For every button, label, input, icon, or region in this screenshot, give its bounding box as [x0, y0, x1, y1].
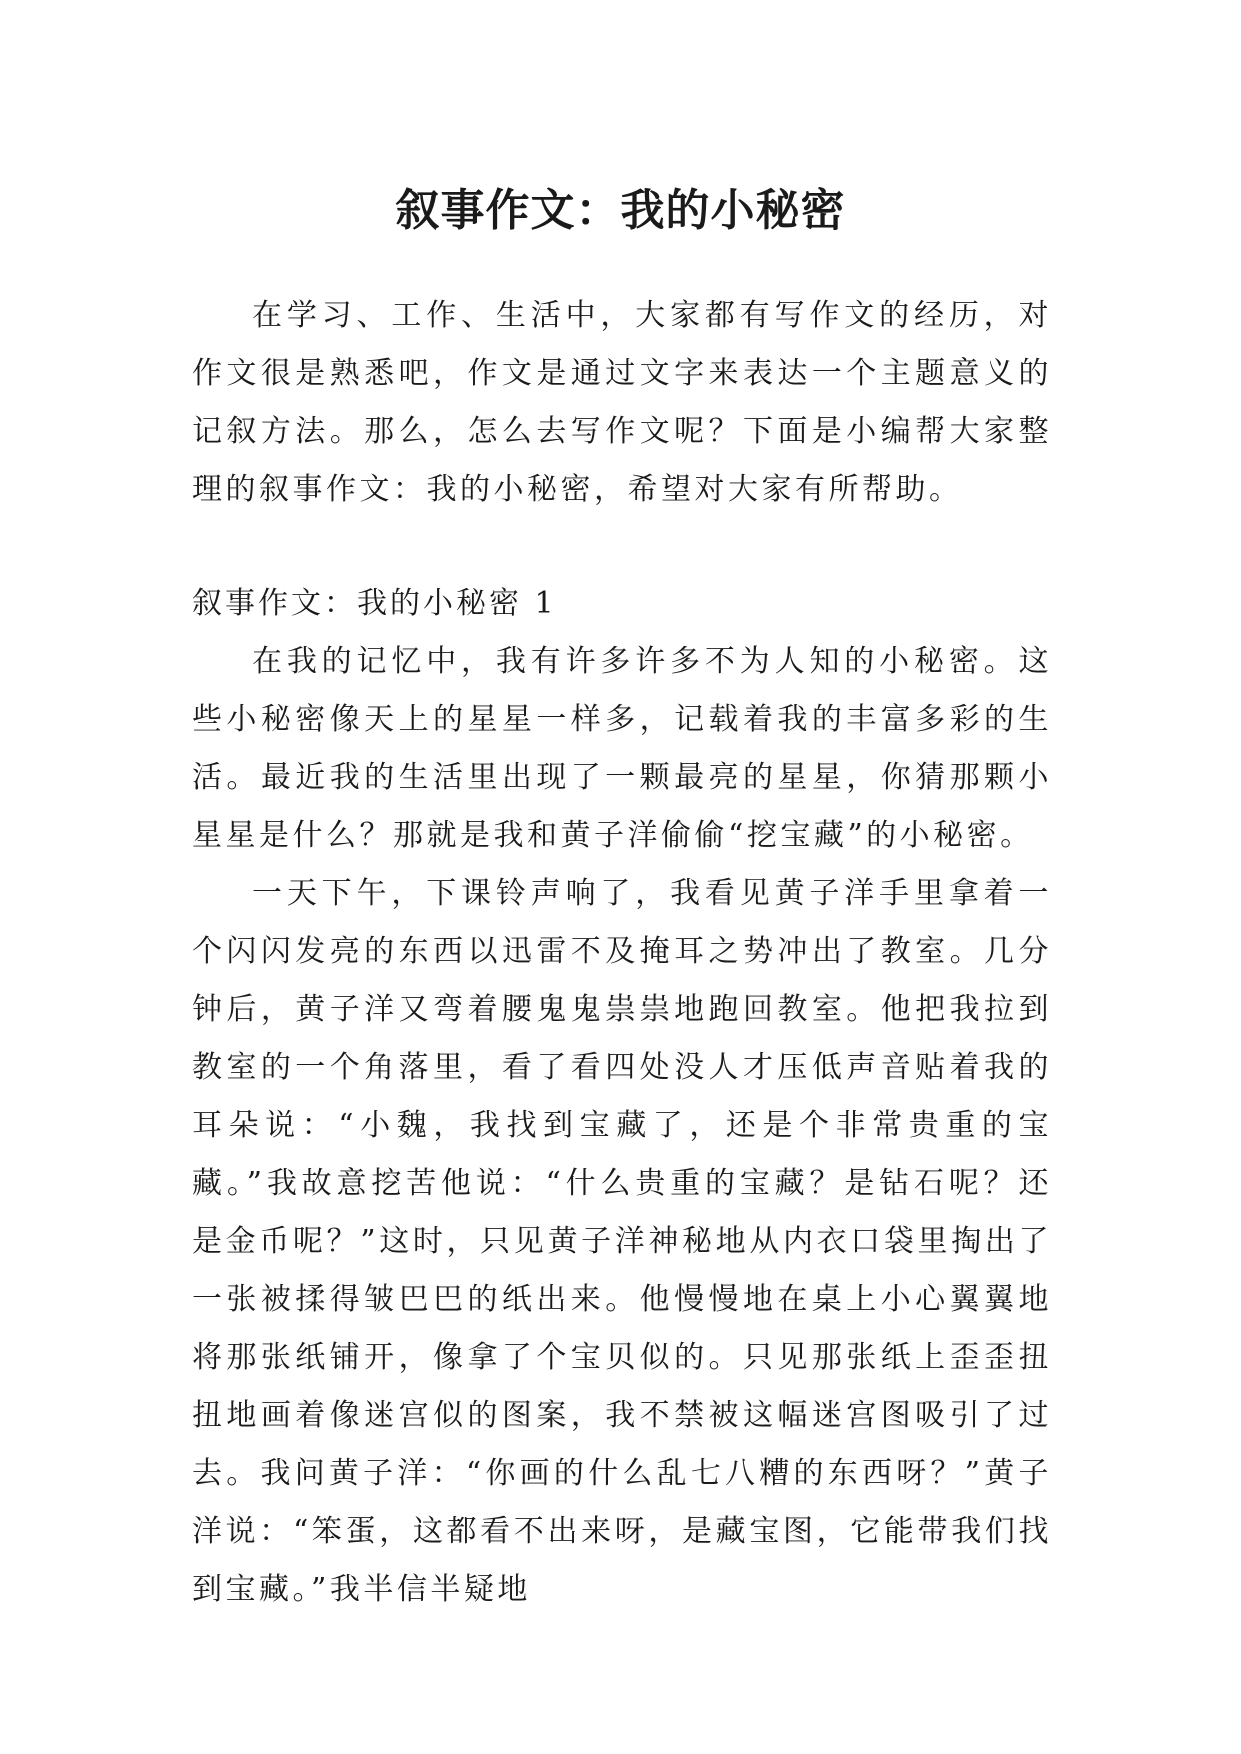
document-title: 叙事作文：我的小秘密	[395, 185, 846, 237]
document-body	[192, 287, 1052, 1619]
section-heading: 叙事作文：我的小秘密 1	[192, 586, 557, 621]
body-paragraph-1: 在我的记忆中，我有许多许多不为人知的小秘密。这些小秘密像天上的星星一样多，记载着我的丰富多彩的生活。最近我的生活里出现了一颗最亮的星星，你猜那颗小星星是什么？那就是我和黄子洋偷偷“挖宝藏”的小秘密。	[192, 644, 1052, 853]
intro-paragraph: 在学习、工作、生活中，大家都有写作文的经历，对作文很是熟悉吧，作文是通过文字来表达一个主题意义的记叙方法。那么，怎么去写作文呢？下面是小编帮大家整理的叙事作文：我的小秘密，希望对大家有所帮助。	[192, 298, 1052, 507]
body-paragraph-2: 一天下午，下课铃声响了，我看见黄子洋手里拿着一个闪闪发亮的东西以迅雷不及掩耳之势冲出了教室。几分钟后，黄子洋又弯着腰鬼鬼祟祟地跑回教室。他把我拉到教室的一个角落里，看了看四处没人才压低声音贴着我的耳朵说：“小魏，我找到宝藏了，还是个非常贵重的宝藏。”我故意挖苦他说：“什么贵重的宝藏？是钻石呢？还是金币呢？”这时，只见黄子洋神秘地从内衣口袋里掏出了一张被揉得皱巴巴的纸出来。他慢慢地在桌上小心翼翼地将那张纸铺开，像拿了个宝贝似的。只见那张纸上歪歪扭扭地画着像迷宫似的图案，我不禁被这幅迷宫图吸引了过去。我问黄子洋：“你画的什么乱七八糟的东西呀？”黄子洋说：“笨蛋，这都看不出来呀，是藏宝图，它能带我们找到宝藏。”我半信半疑地	[192, 876, 1052, 1607]
